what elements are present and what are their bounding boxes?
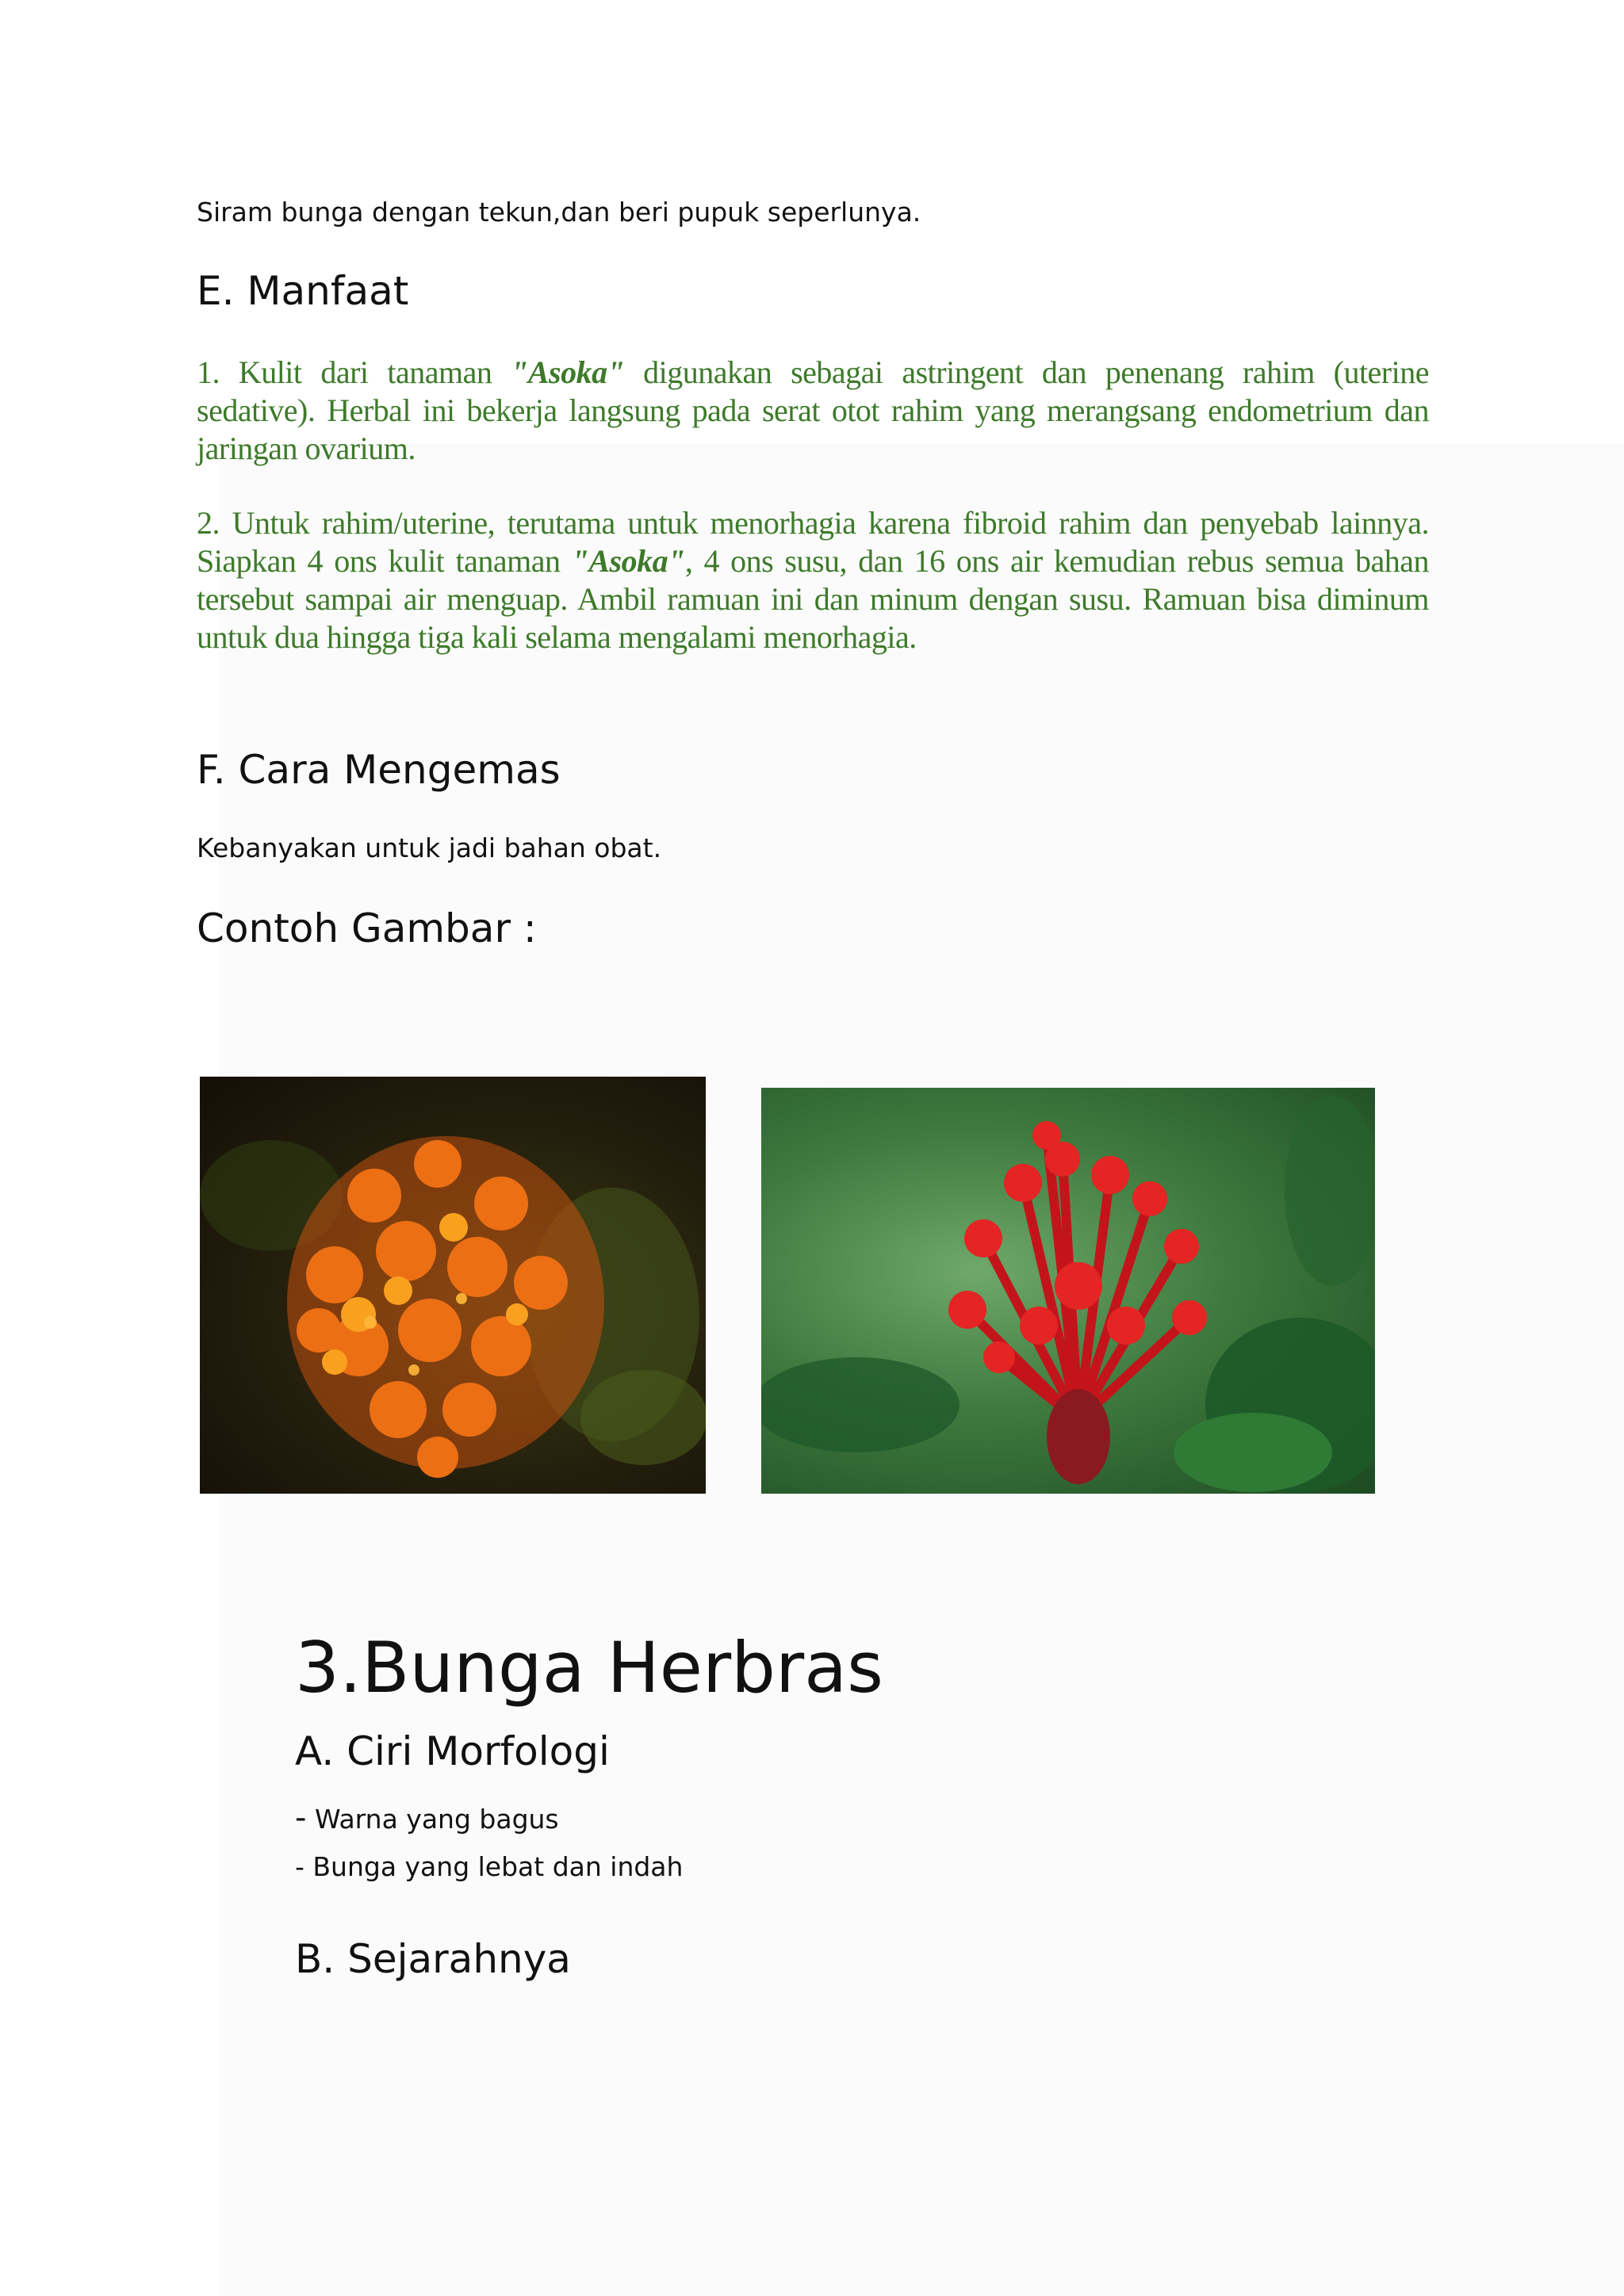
p2-text-a: 2. Untuk rahim/uterine, terutama untuk menorhagia karena fibroid rahim dan penyebab lainnya. Siapkan 4 ons kulit tanaman: [197, 505, 1429, 579]
ciri-item-1-text: Warna yang bagus: [314, 1804, 559, 1835]
p1-plant-name: "Asoka": [511, 354, 625, 390]
heading-ciri-morfologi: A. Ciri Morfologi: [295, 1728, 610, 1774]
section-3-title: 3.Bunga Herbras: [295, 1627, 883, 1709]
intro-text: Siram bunga dengan tekun,dan beri pupuk seperlunya.: [197, 197, 921, 228]
p2-text-b: , 4 ons susu, dan 16 ons air kemudian rebus semua bahan tersebut sampai air menguap. Ambil ramuan ini dan minum dengan susu. Ramuan bisa diminum untuk dua hingga tiga kali selama mengalami menorhagia.: [197, 543, 1430, 655]
mengemas-text: Kebanyakan untuk jadi bahan obat.: [197, 832, 662, 863]
heading-contoh-gambar: Contoh Gambar :: [197, 905, 537, 951]
p2-plant-name: "Asoka": [571, 543, 685, 579]
heading-manfaat: E. Manfaat: [197, 268, 409, 314]
heading-cara-mengemas: F. Cara Mengemas: [197, 747, 561, 793]
red-ixora-photo: [761, 1088, 1375, 1494]
p1-text-a: 1. Kulit dari tanaman: [197, 354, 511, 390]
heading-sejarahnya: B. Sejarahnya: [295, 1936, 571, 1982]
ciri-item-1-dash: -: [295, 1800, 307, 1836]
orange-ixora-illustration: [200, 1077, 706, 1494]
manfaat-paragraph-1: [197, 354, 1429, 468]
p1-text-b: digunakan sebagai astringent dan penenang rahim (uterine sedative). Herbal ini bekerja langsung pada serat otot rahim yang merangsang endometrium dan jaringan ovarium.: [197, 354, 1429, 466]
red-ixora-illustration: [761, 1088, 1375, 1494]
ciri-item-1: [295, 1800, 559, 1836]
ciri-item-2: - Bunga yang lebat dan indah: [295, 1851, 684, 1882]
orange-ixora-photo: [200, 1077, 706, 1494]
manfaat-paragraph-2: [197, 504, 1429, 656]
